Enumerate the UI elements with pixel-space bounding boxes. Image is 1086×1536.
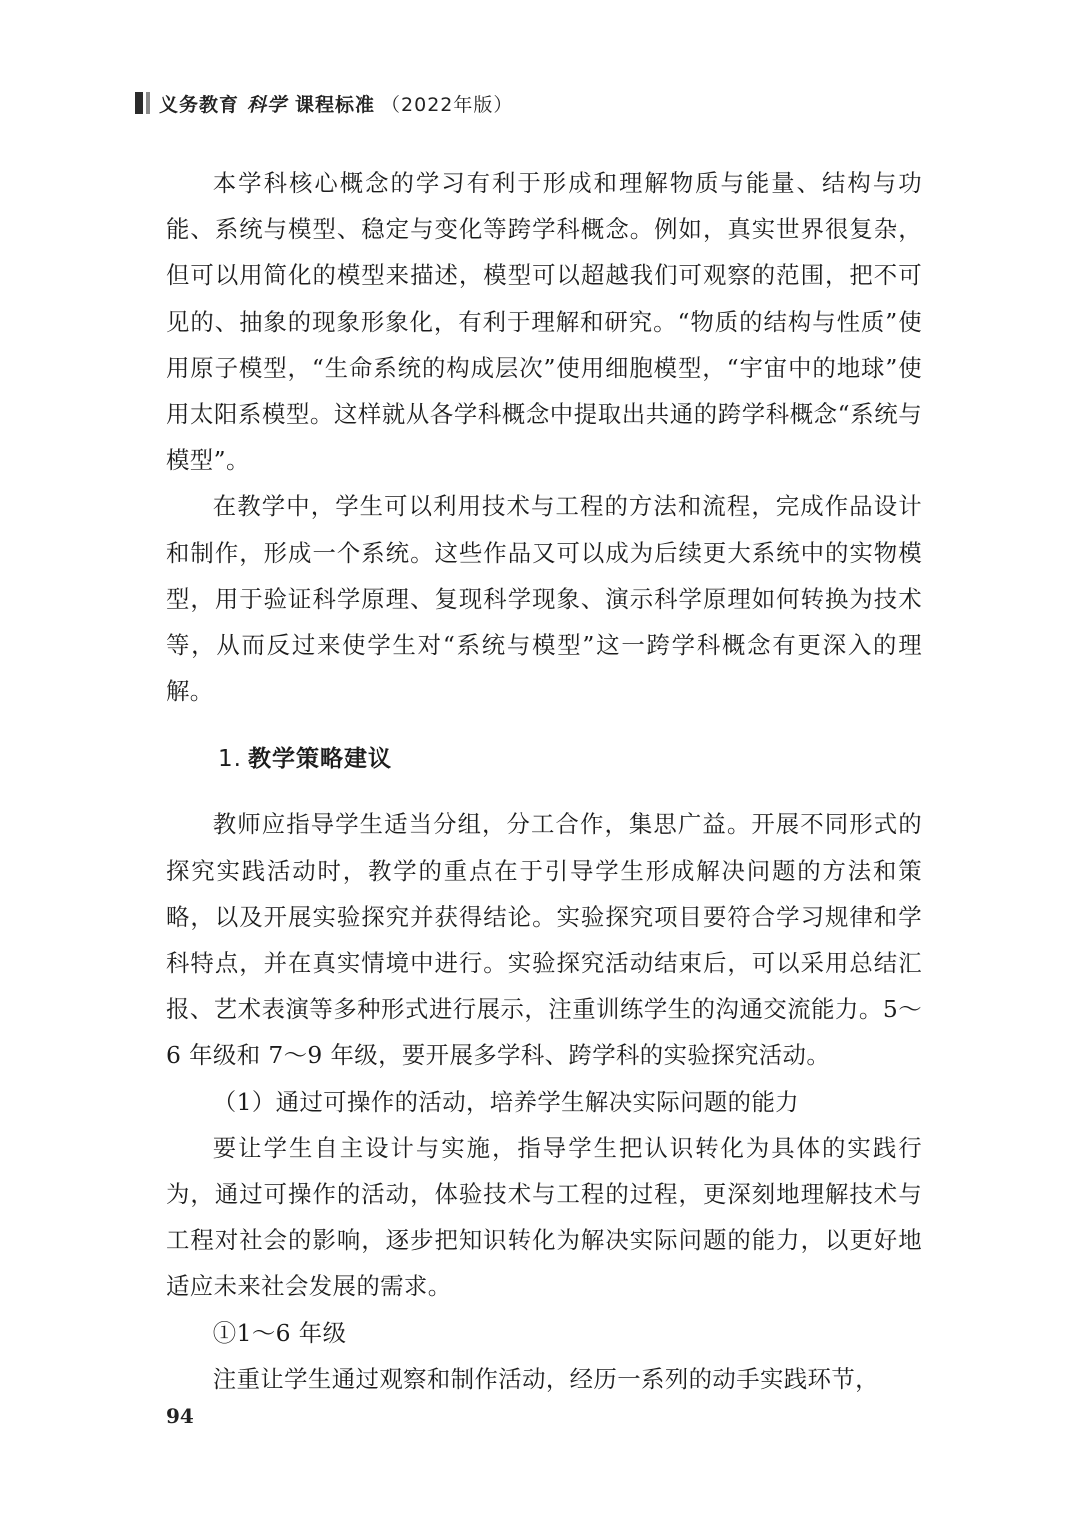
header-series: 义务教育 bbox=[159, 93, 240, 116]
page-body bbox=[166, 160, 922, 1402]
subheading-grades-1-6: ①1～6 年级 bbox=[212, 1318, 347, 1347]
header-title: 课程标准 bbox=[295, 93, 376, 116]
section-heading bbox=[166, 736, 922, 782]
paragraph-core-concepts: 本学科核心概念的学习有利于形成和理解物质与能量、结构与功能、系统与模型、稳定与变化等跨学科概念。例如，真实世界很复杂，但可以用简化的模型来描述，模型可以超越我们可观察的范围，把不可见的、抽象的现象形象化，有利于理解和研究。“物质的结构与性质”使用原子模型，“生命系统的构成层次”使用细胞模型，“宇宙中的地球”使用太阳系模型。这样就从各学科概念中提取出共通的跨学科概念“系统与模型”。 bbox=[166, 169, 922, 475]
header-bar-thin bbox=[146, 92, 150, 114]
running-header bbox=[135, 88, 513, 118]
paragraph-teaching-strategy: 教师应指导学生适当分组，分工合作，集思广益。开展不同形式的探究实践活动时，教学的重点在于引导学生形成解决问题的方法和策略，以及开展实验探究并获得结论。实验探究项目要符合学习规律和学科特点，并在真实情境中进行。实验探究活动结束后，可以采用总结汇报、艺术表演等多种形式进行展示，注重训练学生的沟通交流能力。5～6 年级和 7～9 年级，要开展多学科、跨学科的实验探究活动。 bbox=[166, 810, 922, 1070]
paragraph-observation-making: 注重让学生通过观察和制作活动，经历一系列的动手实践环节， bbox=[212, 1364, 879, 1393]
page-number: 94 bbox=[166, 1404, 194, 1428]
subheading-operable-activities: （1）通过可操作的活动，培养学生解决实际问题的能力 bbox=[212, 1087, 800, 1116]
section-title: 教学策略建议 bbox=[247, 746, 392, 773]
header-edition: （2022年版） bbox=[381, 93, 514, 116]
header-bar-thick bbox=[135, 92, 143, 114]
header-subject: 科学 bbox=[247, 93, 288, 116]
section-number: 1. bbox=[218, 746, 242, 773]
paragraph-self-design: 要让学生自主设计与实施，指导学生把认识转化为具体的实践行为，通过可操作的活动，体验技术与工程的过程，更深刻地理解技术与工程对社会的影响，逐步把知识转化为解决实际问题的能力，以更好地适应未来社会发展的需求。 bbox=[166, 1133, 922, 1301]
header-bar-mark bbox=[135, 92, 150, 114]
paragraph-technology-engineering: 在教学中，学生可以利用技术与工程的方法和流程，完成作品设计和制作，形成一个系统。这些作品又可以成为后续更大系统中的实物模型，用于验证科学原理、复现科学现象、演示科学原理如何转换为技术等，从而反过来使学生对“系统与模型”这一跨学科概念有更深入的理解。 bbox=[166, 492, 922, 706]
